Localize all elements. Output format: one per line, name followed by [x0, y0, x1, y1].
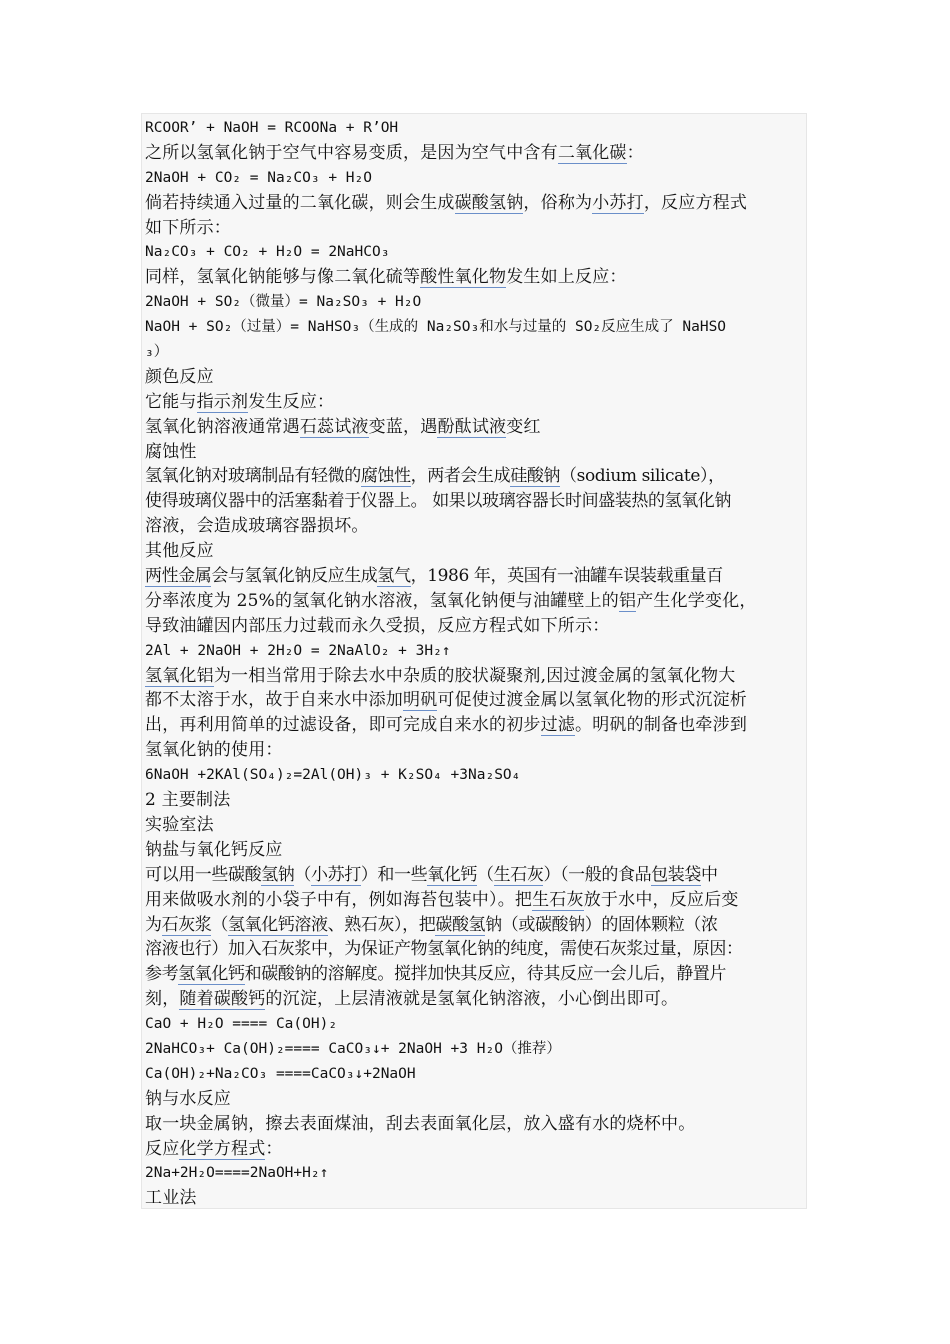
text-span: 倘若持续通入过量的二氧化碳，则会生成	[145, 192, 455, 213]
text-span: 工业法	[145, 1188, 197, 1209]
text-span: 刻，	[145, 989, 180, 1010]
term-link[interactable]: 腐蚀性	[360, 466, 411, 487]
text-span: 它能与	[145, 391, 197, 412]
text-line	[145, 937, 806, 962]
term-link[interactable]: 石蕊试液	[299, 416, 369, 437]
text-line	[145, 116, 806, 141]
text-span: NaOH + SO₂（过量）= NaHSO₃（生成的 Na₂SO₃和水与过量的 SO₂反应生成了 NaHSO	[145, 319, 727, 336]
text-line	[145, 216, 806, 241]
text-span: 2NaHCO₃+ Ca(OH)₂==== CaCO₃↓+ 2NaOH +3 H₂O（推荐）	[145, 1040, 561, 1057]
text-span: ₃）	[145, 344, 169, 361]
text-span: 2Al + 2NaOH + 2H₂O = 2NaAlO₂ + 3H₂↑	[145, 642, 451, 659]
text-span: 钠与水反应	[145, 1088, 231, 1109]
text-span: 变蓝，遇	[368, 416, 438, 437]
term-link[interactable]: 酸性氧化物	[420, 267, 507, 288]
text-span: Na₂CO₃ + CO₂ + H₂O = 2NaHCO₃	[145, 244, 390, 261]
text-span: 2NaOH + SO₂（微量）= Na₂SO₃ + H₂O	[145, 294, 422, 311]
text-line	[145, 489, 806, 514]
text-span: 2Na+2H₂O====2NaOH+H₂↑	[145, 1165, 329, 1182]
text-line	[145, 340, 806, 365]
text-span: 放于水中，反应后变	[583, 889, 739, 910]
term-link[interactable]: 氢氧化铝	[145, 665, 214, 686]
text-span: 腐蚀性	[145, 441, 197, 462]
term-link[interactable]: 过滤	[540, 715, 576, 736]
text-span: 氢氧化钠的使用：	[145, 740, 283, 761]
text-line	[145, 390, 806, 415]
text-span: 氢氧化钠溶液通常遇	[145, 416, 300, 437]
text-span: 取一块金属钠，擦去表面煤油，刮去表面氧化层，放入盛有水的烧杯中。	[145, 1113, 696, 1134]
text-span: 溶液也行）加入石灰浆中，为保证产物氢氧化钠的纯度，需使石灰浆过量，原因：	[145, 939, 743, 960]
text-span: Ca(OH)₂+Na₂CO₃ ====CaCO₃↓+2NaOH	[145, 1065, 416, 1082]
term-link[interactable]: 氢钠	[261, 864, 295, 885]
text-line	[145, 1087, 806, 1112]
text-span: 产生化学变化，	[636, 590, 757, 611]
text-span: ，反应方程式	[643, 192, 748, 213]
text-span: 都不太溶于水，故于自来水中添加	[145, 690, 403, 711]
text-line	[145, 713, 806, 738]
term-link[interactable]: 硅酸钠	[510, 466, 561, 487]
text-span: 分率浓度为 25%的氢氧化钠水溶液，氢氧化钠便与油罐壁上的	[145, 590, 619, 611]
text-span: 之所以氢氧化钠于空气中容易变质，是因为空气中含有	[145, 142, 558, 163]
text-line	[145, 1112, 806, 1137]
text-line	[145, 1161, 806, 1186]
term-link[interactable]: 小苏打	[592, 192, 644, 213]
text-span: 变红	[506, 416, 541, 437]
text-line	[145, 166, 806, 191]
term-link[interactable]: 随着	[179, 989, 214, 1010]
term-link[interactable]: 氧化钙	[427, 864, 478, 885]
text-span: 发生反应：	[248, 391, 335, 412]
text-span: 使得玻璃仪器中的活塞黏着于仪器上。 如果以玻璃容器长时间盛装热的氢氧化钠	[145, 491, 732, 512]
text-line	[145, 440, 806, 465]
text-span: 的沉淀，上层清液就是氢氧化钠溶液，小心倒出即可。	[265, 989, 679, 1010]
text-span: ：	[265, 1138, 283, 1159]
term-link[interactable]: 碳酸钙	[213, 989, 266, 1010]
text-line	[145, 838, 806, 863]
text-span: 反应	[145, 1138, 180, 1159]
text-line	[145, 1186, 806, 1211]
text-span: ，两者会生成	[410, 466, 511, 487]
text-span: （	[294, 864, 312, 885]
term-link[interactable]: 生石灰	[493, 864, 544, 885]
text-span: 6NaOH +2KAl(SO₄)₂=2Al(OH)₃ + K₂SO₄ +3Na₂SO₄	[145, 767, 521, 784]
text-span: （sodium silicate），	[560, 466, 725, 487]
text-line	[145, 1062, 806, 1087]
term-link[interactable]: 氢氧化钙	[178, 964, 245, 985]
text-span: ，1986 年，英国有一油罐车误装载重量百	[410, 566, 723, 587]
term-link[interactable]: 酚酞试液	[437, 416, 507, 437]
text-span: 出，再利用简单的过滤设备，即可完成自来水的初步	[145, 715, 541, 736]
term-link[interactable]: 碳酸氢钠	[454, 192, 524, 213]
text-line	[145, 1012, 806, 1037]
text-line	[145, 290, 806, 315]
term-link[interactable]: 铝	[619, 590, 637, 611]
term-link[interactable]: 包装袋	[651, 864, 701, 885]
text-line	[145, 365, 806, 390]
text-line	[145, 415, 806, 440]
text-line	[145, 813, 806, 838]
text-line	[145, 913, 806, 938]
text-line	[145, 589, 806, 614]
text-line	[145, 888, 806, 913]
text-span: 颜色反应	[145, 366, 214, 387]
text-line	[145, 191, 806, 216]
text-span: 为一相当常用于除去水中杂质的胶状凝聚剂,因过渡金属的氢氧化物大	[213, 665, 736, 686]
text-span: 导致油罐因内部压力过载而永久受损，反应方程式如下所示：	[145, 615, 610, 636]
text-span: 氢氧化钠对玻璃制品有轻微的	[145, 466, 361, 487]
text-span: 可以用一些碳酸	[145, 864, 262, 885]
text-span: （	[477, 864, 494, 885]
text-span: CaO + H₂O ==== Ca(OH)₂	[145, 1016, 338, 1033]
text-span: RCOOR’ + NaOH = RCOONa + R’OH	[145, 120, 399, 136]
term-link[interactable]: 碳酸氢	[435, 914, 486, 935]
text-span: ）和一些	[360, 864, 428, 885]
text-span: 2 主要制法	[145, 790, 231, 811]
text-span: 参考	[145, 964, 179, 985]
text-span: （	[211, 914, 229, 935]
text-line	[145, 763, 806, 788]
text-span: 会与氢氧化钠反应生成	[211, 566, 378, 587]
text-span: 中	[700, 864, 718, 885]
term-link[interactable]: 石灰浆	[161, 914, 212, 935]
term-link[interactable]: 化学方程式	[179, 1138, 266, 1159]
text-span: 钠（或碳酸钠）的固体颗粒（浓	[485, 914, 718, 935]
term-link[interactable]: 两性金属	[145, 566, 212, 587]
text-line	[145, 639, 806, 664]
text-span: ：	[626, 142, 644, 163]
text-span: ）（一般的食品	[543, 864, 652, 885]
text-line	[145, 863, 806, 888]
term-link[interactable]: 小苏打	[311, 864, 361, 885]
text-line	[145, 1137, 806, 1162]
text-span: 钠盐与氧化钙反应	[145, 839, 283, 860]
term-link[interactable]: 指示剂	[196, 391, 249, 412]
text-span: 可促使过渡金属以氢氧化物的形式沉淀析	[437, 690, 748, 711]
document-body	[145, 116, 806, 1211]
text-line	[145, 664, 806, 689]
term-link[interactable]: 氢气	[377, 566, 411, 587]
text-span: 为	[145, 914, 162, 935]
text-span: 实验室法	[145, 814, 214, 835]
term-link[interactable]: 氢氧化钙溶液	[228, 914, 328, 935]
text-span: 发生如上反应：	[506, 267, 627, 288]
text-line	[145, 315, 806, 340]
term-link[interactable]: 明矾	[403, 690, 438, 711]
document-page	[141, 113, 807, 1209]
text-line	[145, 738, 806, 763]
text-line	[145, 962, 806, 987]
term-link[interactable]: 二氧化碳	[557, 142, 627, 163]
text-span: 用来做吸水剂的小袋子中有，例如海苔包装中）。把	[145, 889, 533, 910]
text-span: 同样，氢氧化钠能够与像二氧化硫等	[145, 267, 421, 288]
text-line	[145, 987, 806, 1012]
text-span: 。明矾的制备也牵涉到	[575, 715, 748, 736]
text-line	[145, 688, 806, 713]
text-line	[145, 464, 806, 489]
text-span: 如下所示：	[145, 217, 231, 238]
text-line	[145, 539, 806, 564]
text-span: 其他反应	[145, 541, 214, 562]
text-line	[145, 1037, 806, 1062]
text-span: ，俗称为	[523, 192, 593, 213]
text-line	[145, 788, 806, 813]
text-span: 和碳酸钠的溶解度。搅拌加快其反应，待其反应一会儿后，静置片	[244, 964, 727, 985]
text-line	[145, 240, 806, 265]
text-span: 2NaOH + CO₂ = Na₂CO₃ + H₂O	[145, 169, 372, 186]
text-line	[145, 564, 806, 589]
text-span: 溶液，会造成玻璃容器损坏。	[145, 516, 369, 537]
text-line	[145, 141, 806, 166]
text-line	[145, 514, 806, 539]
text-line	[145, 614, 806, 639]
text-line	[145, 265, 806, 290]
text-span: 、熟石灰），把	[327, 914, 436, 935]
term-link[interactable]: 生石灰	[532, 889, 584, 910]
